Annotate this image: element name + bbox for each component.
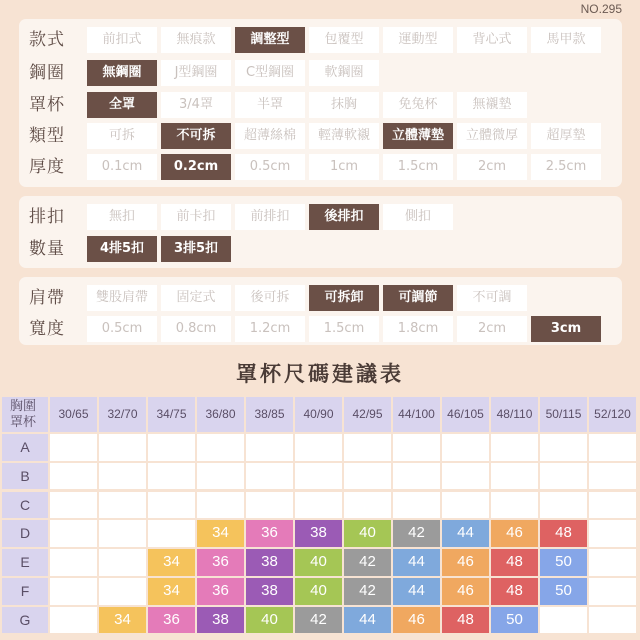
option-chip[interactable]: 可調節 bbox=[383, 285, 453, 311]
size-cell: 40 bbox=[246, 607, 293, 634]
option-chip[interactable]: 1cm bbox=[309, 154, 379, 180]
size-cell-empty bbox=[50, 549, 97, 576]
column-header: 52/120 bbox=[589, 397, 636, 432]
option-chip[interactable]: 立體微厚 bbox=[457, 123, 527, 149]
option-chip[interactable]: 無鋼圈 bbox=[87, 60, 157, 86]
option-chip[interactable]: 無痕款 bbox=[161, 27, 231, 53]
option-chip[interactable]: 1.8cm bbox=[383, 316, 453, 342]
column-header: 48/110 bbox=[491, 397, 538, 432]
size-cell-empty bbox=[99, 578, 146, 605]
size-cell: 38 bbox=[246, 578, 293, 605]
size-cell: 50 bbox=[491, 607, 538, 634]
option-chip[interactable]: 不可拆 bbox=[161, 123, 231, 149]
size-cell-empty bbox=[246, 492, 293, 519]
option-row-label: 款式 bbox=[29, 30, 65, 50]
size-cell: 48 bbox=[540, 520, 587, 547]
size-cell-empty bbox=[148, 463, 195, 490]
size-cell: 40 bbox=[295, 549, 342, 576]
size-cell-empty bbox=[491, 463, 538, 490]
option-chip[interactable]: 3/4罩 bbox=[161, 92, 231, 118]
size-chart-corner bbox=[2, 397, 48, 432]
option-chip[interactable]: J型鋼圈 bbox=[161, 60, 231, 86]
option-chip[interactable]: 全罩 bbox=[87, 92, 157, 118]
corner-cup-label: 罩杯 bbox=[10, 414, 37, 429]
option-row-label: 肩帶 bbox=[29, 288, 65, 308]
column-header: 36/80 bbox=[197, 397, 244, 432]
size-cell-empty bbox=[344, 492, 391, 519]
option-chip[interactable]: 3排5扣 bbox=[161, 236, 231, 262]
size-cell: 46 bbox=[491, 520, 538, 547]
option-chip[interactable]: C型鋼圈 bbox=[235, 60, 305, 86]
option-chip[interactable]: 可拆 bbox=[87, 123, 157, 149]
size-cell-empty bbox=[246, 434, 293, 461]
size-cell-empty bbox=[148, 492, 195, 519]
size-cell-empty bbox=[442, 434, 489, 461]
option-chip[interactable]: 調整型 bbox=[235, 27, 305, 53]
option-chip[interactable]: 2.5cm bbox=[531, 154, 601, 180]
size-cell: 40 bbox=[295, 578, 342, 605]
option-row-label: 厚度 bbox=[29, 157, 65, 177]
size-cell-empty bbox=[50, 607, 97, 634]
size-cell: 46 bbox=[393, 607, 440, 634]
option-chip[interactable]: 0.2cm bbox=[161, 154, 231, 180]
size-cell: 46 bbox=[442, 549, 489, 576]
size-cell-empty bbox=[99, 549, 146, 576]
option-chip[interactable]: 前扣式 bbox=[87, 27, 157, 53]
size-cell-empty bbox=[491, 492, 538, 519]
size-cell-empty bbox=[589, 549, 636, 576]
size-cell-empty bbox=[393, 463, 440, 490]
size-cell-empty bbox=[50, 463, 97, 490]
size-cell-empty bbox=[393, 492, 440, 519]
option-chip[interactable]: 0.8cm bbox=[161, 316, 231, 342]
size-cell-empty bbox=[344, 463, 391, 490]
option-chip[interactable]: 雙股肩帶 bbox=[87, 285, 157, 311]
option-chip[interactable]: 背心式 bbox=[457, 27, 527, 53]
size-cell: 40 bbox=[344, 520, 391, 547]
size-cell-empty bbox=[50, 434, 97, 461]
cup-row-label: F bbox=[2, 578, 48, 605]
column-header: 46/105 bbox=[442, 397, 489, 432]
column-header: 30/65 bbox=[50, 397, 97, 432]
option-chip[interactable]: 0.5cm bbox=[87, 316, 157, 342]
cup-row-label: G bbox=[2, 607, 48, 634]
option-chip[interactable]: 4排5扣 bbox=[87, 236, 157, 262]
size-cell-empty bbox=[148, 434, 195, 461]
size-cell: 36 bbox=[246, 520, 293, 547]
size-cell: 42 bbox=[344, 549, 391, 576]
size-cell-empty bbox=[148, 520, 195, 547]
size-cell: 34 bbox=[99, 607, 146, 634]
column-header: 44/100 bbox=[393, 397, 440, 432]
option-chip[interactable]: 無扣 bbox=[87, 204, 157, 230]
option-chip[interactable]: 運動型 bbox=[383, 27, 453, 53]
option-chip[interactable]: 超薄絲棉 bbox=[235, 123, 305, 149]
option-chip[interactable]: 免兔杯 bbox=[383, 92, 453, 118]
option-chip[interactable]: 立體薄墊 bbox=[383, 123, 453, 149]
size-cell: 42 bbox=[344, 578, 391, 605]
size-cell-empty bbox=[589, 607, 636, 634]
size-cell: 48 bbox=[491, 578, 538, 605]
cup-row-label: B bbox=[2, 463, 48, 490]
option-chip[interactable]: 3cm bbox=[531, 316, 601, 342]
option-chip[interactable]: 0.1cm bbox=[87, 154, 157, 180]
size-cell-empty bbox=[197, 463, 244, 490]
size-cell-empty bbox=[197, 492, 244, 519]
size-chart-title: 罩杯尺碼建議表 bbox=[236, 362, 404, 386]
product-code: NO.295 bbox=[580, 2, 622, 16]
size-cell: 34 bbox=[148, 578, 195, 605]
size-cell: 42 bbox=[295, 607, 342, 634]
size-cell: 36 bbox=[197, 578, 244, 605]
column-header: 32/70 bbox=[99, 397, 146, 432]
size-cell: 38 bbox=[197, 607, 244, 634]
size-cell-empty bbox=[540, 463, 587, 490]
size-cell-empty bbox=[589, 578, 636, 605]
size-cell-empty bbox=[442, 463, 489, 490]
size-cell-empty bbox=[197, 434, 244, 461]
option-chip[interactable]: 前卡扣 bbox=[161, 204, 231, 230]
size-cell-empty bbox=[540, 607, 587, 634]
size-cell-empty bbox=[589, 463, 636, 490]
column-header: 40/90 bbox=[295, 397, 342, 432]
size-cell-empty bbox=[50, 520, 97, 547]
size-cell-empty bbox=[99, 434, 146, 461]
option-row-label: 數量 bbox=[29, 239, 65, 259]
option-chip[interactable]: 0.5cm bbox=[235, 154, 305, 180]
option-chip[interactable]: 前排扣 bbox=[235, 204, 305, 230]
size-cell: 36 bbox=[148, 607, 195, 634]
option-chip[interactable]: 不可調 bbox=[457, 285, 527, 311]
size-cell: 48 bbox=[491, 549, 538, 576]
option-chip[interactable]: 馬甲款 bbox=[531, 27, 601, 53]
option-chip[interactable]: 抹胸 bbox=[309, 92, 379, 118]
size-cell-empty bbox=[50, 578, 97, 605]
option-chip[interactable]: 2cm bbox=[457, 154, 527, 180]
option-chip[interactable]: 後排扣 bbox=[309, 204, 379, 230]
column-header: 42/95 bbox=[344, 397, 391, 432]
size-cell-empty bbox=[246, 463, 293, 490]
size-cell: 42 bbox=[393, 520, 440, 547]
option-row-label: 排扣 bbox=[29, 207, 65, 227]
cup-row-label: E bbox=[2, 549, 48, 576]
column-header: 38/85 bbox=[246, 397, 293, 432]
cup-row-label: A bbox=[2, 434, 48, 461]
size-cell-empty bbox=[295, 434, 342, 461]
size-cell-empty bbox=[540, 492, 587, 519]
option-row-label: 鋼圈 bbox=[29, 63, 65, 83]
size-cell-empty bbox=[99, 463, 146, 490]
size-cell-empty bbox=[491, 434, 538, 461]
size-cell-empty bbox=[295, 463, 342, 490]
option-row-label: 寬度 bbox=[29, 319, 65, 339]
size-cell: 50 bbox=[540, 549, 587, 576]
option-row-label: 類型 bbox=[29, 126, 65, 146]
option-chip[interactable]: 側扣 bbox=[383, 204, 453, 230]
option-row-label: 罩杯 bbox=[29, 95, 65, 115]
corner-bust-label: 胸圍 bbox=[10, 398, 37, 413]
size-cell: 34 bbox=[197, 520, 244, 547]
column-header: 34/75 bbox=[148, 397, 195, 432]
size-cell-empty bbox=[589, 492, 636, 519]
size-cell-empty bbox=[540, 434, 587, 461]
option-chip[interactable]: 1.5cm bbox=[309, 316, 379, 342]
size-cell: 50 bbox=[540, 578, 587, 605]
cup-row-label: D bbox=[2, 520, 48, 547]
option-chip[interactable]: 包覆型 bbox=[309, 27, 379, 53]
size-cell-empty bbox=[442, 492, 489, 519]
option-chip[interactable]: 可拆卸 bbox=[309, 285, 379, 311]
option-chip[interactable]: 超厚墊 bbox=[531, 123, 601, 149]
size-cell: 46 bbox=[442, 578, 489, 605]
size-cell: 44 bbox=[393, 578, 440, 605]
size-cell-empty bbox=[99, 520, 146, 547]
size-cell-empty bbox=[589, 434, 636, 461]
size-cell-empty bbox=[589, 520, 636, 547]
option-chip[interactable]: 輕薄軟襯 bbox=[309, 123, 379, 149]
cup-row-label: C bbox=[2, 492, 48, 519]
size-cell: 48 bbox=[442, 607, 489, 634]
size-cell: 36 bbox=[197, 549, 244, 576]
size-cell: 38 bbox=[295, 520, 342, 547]
size-cell-empty bbox=[295, 492, 342, 519]
option-chip[interactable]: 固定式 bbox=[161, 285, 231, 311]
size-cell-empty bbox=[344, 434, 391, 461]
size-cell: 34 bbox=[148, 549, 195, 576]
size-cell: 44 bbox=[393, 549, 440, 576]
option-chip[interactable]: 1.2cm bbox=[235, 316, 305, 342]
option-chip[interactable]: 無襯墊 bbox=[457, 92, 527, 118]
size-cell: 44 bbox=[442, 520, 489, 547]
option-chip[interactable]: 2cm bbox=[457, 316, 527, 342]
option-chip[interactable]: 1.5cm bbox=[383, 154, 453, 180]
size-cell: 44 bbox=[344, 607, 391, 634]
option-chip[interactable]: 後可拆 bbox=[235, 285, 305, 311]
column-header: 50/115 bbox=[540, 397, 587, 432]
option-chip[interactable]: 半罩 bbox=[235, 92, 305, 118]
size-cell-empty bbox=[99, 492, 146, 519]
size-cell-empty bbox=[50, 492, 97, 519]
option-chip[interactable]: 軟鋼圈 bbox=[309, 60, 379, 86]
size-cell: 38 bbox=[246, 549, 293, 576]
size-cell-empty bbox=[393, 434, 440, 461]
